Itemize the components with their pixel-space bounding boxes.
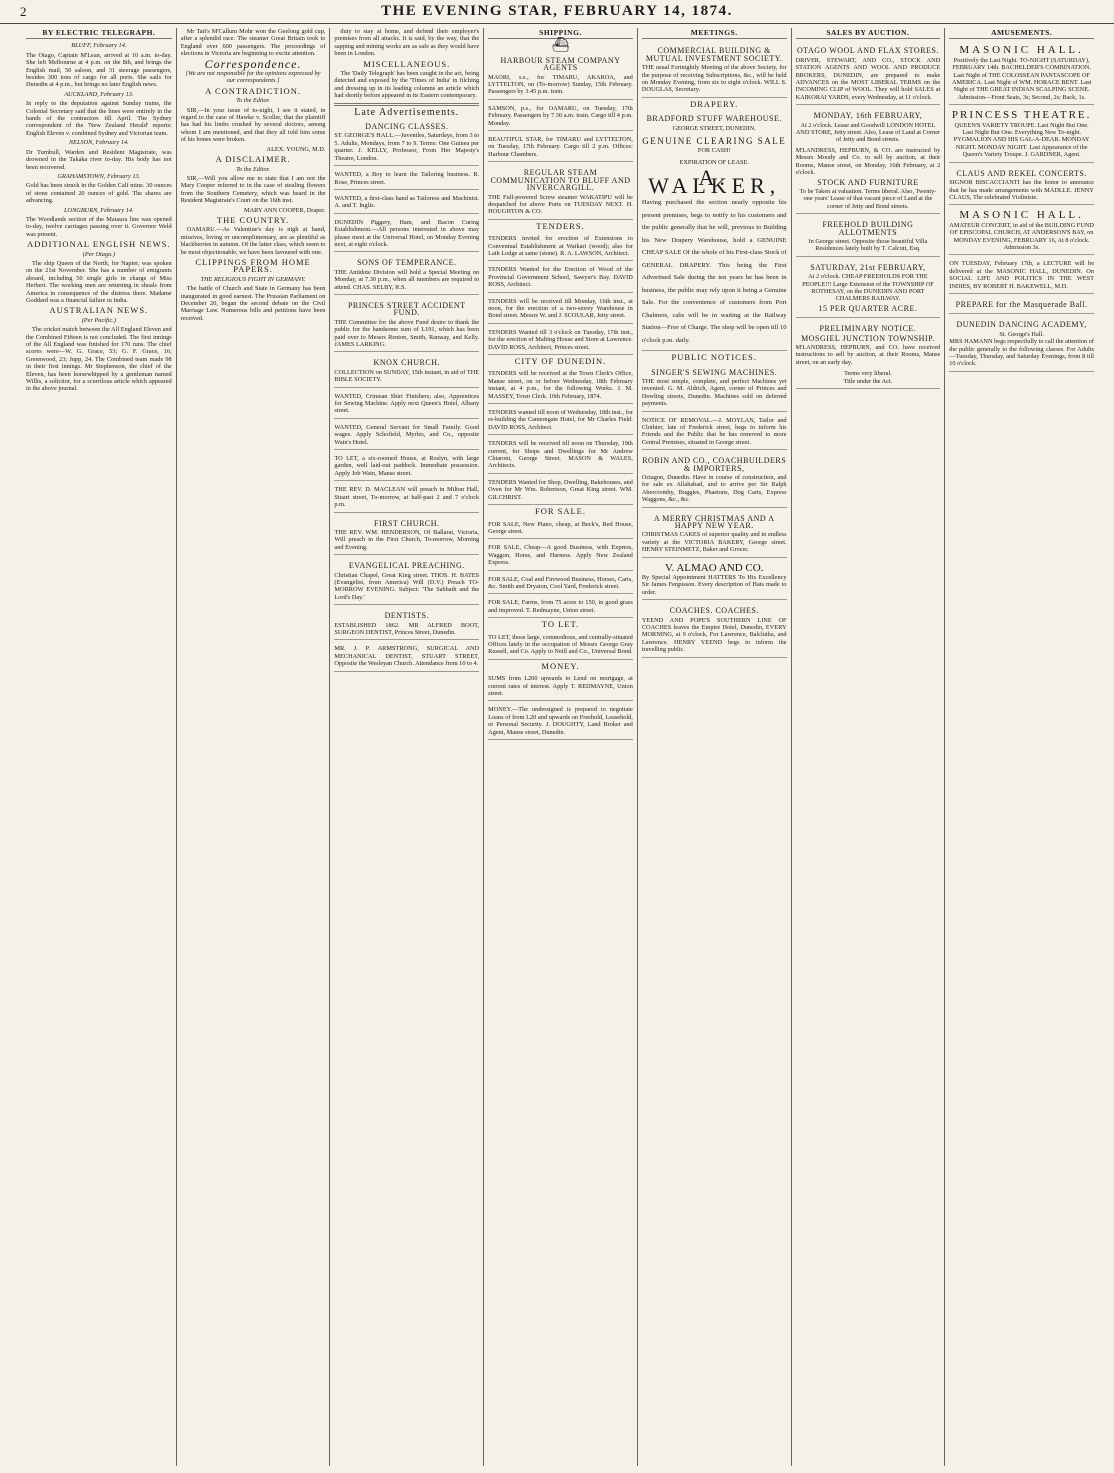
ad-text: CHRISTMAS CAKES of superior quality and in endless variety at the VICTORIA BAKERY, George street. HENRY STEINMETZ, Baker and Grocer. [641, 531, 787, 554]
late-ad [334, 607, 479, 640]
dancing-academy-ad [949, 316, 1094, 371]
ad-text: AMATEUR CONCERT, in aid of the BUILDING FUND OF EPISCOPAL CHURCH, AT ANDERSON'S BAY, on MONDAY EVENING, FEBRUARY 16, At 8 o'clock. Admission 3s. [949, 221, 1094, 251]
ad-title: PRELIMINARY NOTICE. [819, 324, 917, 334]
ad-title: DANCING CLASSES. [365, 122, 449, 132]
ad-title: KNOX CHURCH. [373, 358, 440, 368]
money-notice: MONEY.—The undersigned is prepared to negotiate Loans of from L20 and upwards on Freehold, Leasehold, or Personal Security. J. DOUGHTY, Land Broker and Agent, Manse street, Dunedin. [488, 703, 633, 740]
column-shipping [483, 28, 637, 1466]
ad-title: SONS OF TEMPERANCE. [357, 258, 457, 268]
letter-text: SIR,—Will you allow me to state that I am not the Mary Cooper referred to in the case of stealing flowers from the Southern Cemetery, which was heard in the Resident Magistrate's Court on the 16th inst. [180, 174, 326, 205]
letter-addressee: To the Editor. [236, 97, 270, 105]
section-heading: AMUSEMENTS. [949, 29, 1094, 39]
late-ad [334, 421, 479, 450]
section-heading: MEETINGS. [642, 29, 787, 39]
telegraph-items [26, 42, 172, 238]
ad-title: DENTISTS. [384, 611, 429, 621]
section-subheading: (Per Otago.) [82, 250, 115, 258]
newspaper-page [22, 28, 1098, 1466]
tenders-list [488, 232, 633, 355]
letter-signature: ALEX. YOUNG, M.D. [266, 145, 326, 153]
ad-title: EVANGELICAL PREACHING. [348, 561, 465, 571]
ad-text: YEEND AND POPE'S SOUTHERN LINE OF COACHES leaves the Empire Hotel, Dunedin, EVERY MORNING, at 9 o'clock, For Lawrence, Balclutha, and Lawrence. HENRY YEEND begs to inform the travelling public. [641, 616, 787, 654]
late-ad [334, 192, 479, 214]
tenders-list [488, 406, 633, 505]
meeting-title: COMMERCIAL BUILDING & MUTUAL INVESTMENT SOCIETY. [645, 46, 783, 63]
lecture-ad: ON TUESDAY, February 17th, a LECTURE will be delivered at the MASONIC HALL, DUNEDIN. On SOCIAL LIFE AND POLITICS IN THE WEST INDIES, BY ROBERT H. BAKEWELL, M.D. [949, 257, 1094, 294]
ad-text: M'LANDRESS, HEPBURN, & CO. are instructed by Messrs Moody and Co. to sell by auction, at their Rooms, Manse street, on Monday, 16th February, at 2 o'clock. [795, 146, 941, 177]
ad-title: DUNEDIN DANCING ACADEMY, [956, 320, 1087, 330]
money-notice: SUMS from L200 upwards to Lend on mortgage, at current rates of interest. Apply T. REDMAYNE, Union street. [488, 672, 633, 701]
steamship-icon: ⛴ [551, 38, 570, 54]
ad-text: MRS HAMANN begs respectfully to call the attention of the public generally to the following classes. For Adults—Tuesday, Thursday, and Saturday Evenings, from 8 till 10 o'clock. [949, 338, 1094, 368]
christmas-ad [642, 510, 787, 558]
ad-title: FIRST CHURCH. [374, 518, 440, 528]
ad-text: SIGNOR BISCACCIANTI has the honor to announce that he has made arrangements with MADLLE. JENNY CLAUS, The celebrated Violiniste. [949, 179, 1094, 201]
ad-text: M'LANDRESS, HEPBURN, and CO. have received instructions to sell by auction, at their Rooms, Manse street, on an early day. [795, 344, 941, 366]
section-heading: FOR SALE. [534, 506, 587, 517]
ad-text: WANTED, General Servant for Small Family. Good wages. Apply Schofield, Myrles, and Co., opposite Wain's Hotel. [334, 423, 480, 446]
ad-text: ESTABLISHED 1862. MR ALFRED BOOT, SURGEON DENTIST, Princes Street, Dunedin. [334, 621, 480, 636]
ad-title: A MERRY CHRISTMAS AND A HAPPY NEW YEAR. [653, 513, 775, 530]
singer-ad [642, 364, 787, 412]
telegraph-text: In reply to the deputation against Sunday trains, the Colonial Secretary said that the lines were entirely in the hands of the contractors till April. The Sydney correspondent of the 'New Zealand Herald' reports: English Eleven v. combined Sydney and Victorian team. [26, 100, 172, 137]
shipping-ad [488, 102, 633, 131]
clearing-sale-heading: GENUINE CLEARING SALE [642, 136, 787, 147]
ad-title: SATURDAY, 21st FEBRUARY, [810, 262, 926, 272]
column-meetings [637, 28, 791, 1466]
tender-notice: TENDERS will be received till Monday, 16th inst., at noon, for the erection of a two-storey Warehouse in Bond street. Messrs W. and J. SCOULAR, Jetty street. [488, 295, 633, 324]
auction-ad [796, 107, 941, 214]
late-ad [334, 354, 479, 387]
letter-title: A CONTRADICTION. [205, 85, 301, 96]
ad-text: WANTED, a Boy to learn the Tailoring business. R. Rose, Princes street. [334, 171, 480, 186]
rothesay-ad [796, 259, 941, 318]
price-label: 15 PER QUARTER ACRE. [818, 303, 918, 313]
masquerade-ad [949, 296, 1094, 314]
late-ad [334, 483, 479, 512]
section-heading: THE COUNTRY. [216, 214, 290, 225]
ad-text: To be Taken at valuation. Terms liberal. Also, Twenty-one years' Lease of that vacant piece of Land at the corner of Jetty and Bond streets. [799, 187, 937, 210]
section-heading: Late Advertisements. [354, 106, 460, 118]
ad-text: ST. GEORGE'S HALL.—Juveniles, Saturdays, from 3 to 5. Adults, Mondays, from 7 to 9. Terms: One Guinea per quarter. J. KELLY, Professor, From Her Majesty's Theatre, London. [334, 132, 480, 162]
ad-text: THE Full-powered Screw steamer WAKATIPU will be despatched for above Ports on TUESDAY NEXT. H. HOUGHTON & CO. [488, 193, 633, 216]
ad-title: FREEHOLD BUILDING ALLOTMENTS [822, 220, 914, 237]
section-heading: DRAPERY. [690, 98, 739, 109]
column-late-ads [329, 28, 483, 1466]
tender-notice: TENDERS Wanted till 3 o'clock on Tuesday, 17th inst., for the erection of Malting House and Store at Lawrence. DAVID ROSS, Architect, Princes street. [488, 326, 633, 355]
section-heading: PUBLIC NOTICES. [671, 352, 757, 363]
column-correspondence [176, 28, 330, 1466]
warehouse-name: BRADFORD STUFF WAREHOUSE. [646, 114, 782, 124]
dateline: LONGBURN, February 14. [64, 206, 134, 214]
section-heading: ADDITIONAL ENGLISH NEWS. [27, 239, 171, 250]
section-heading: MONEY. [541, 660, 580, 671]
late-ad [334, 452, 479, 481]
late-ad [334, 216, 479, 253]
section-heading: MISCELLANEOUS. [363, 58, 451, 69]
section-heading: TENDERS. [536, 220, 585, 231]
column-amusements [944, 28, 1098, 1466]
late-ad [334, 297, 479, 352]
tender-notice: TENDERS will be received till noon on Thursday, 19th current, for Shops and Dwellings for Mr Andrew Chiaroni, George Street. MASON & WALES, Architects. [488, 437, 633, 474]
ad-text: QUEEN'S VARIETY TROUPE. Last Night But One. Last Night But One. Everything New To-night. PYGMALION AND HIS GAL-A-DEAR. MONDAY NIGHT. MONDAY NIGHT. Last Appearance of the Queen's Variety Troupe. J. GARDNER, Agent. [953, 121, 1090, 159]
ad-text: THE Committee for the above Fund desire to thank the public for the handsome sum of L191, which has been paid over to Messrs Renton, Smith, Ramsay, and Kelly. JAMES LARKING. [334, 318, 480, 348]
article-text: duty to stay at home, and defend their employer's premises from all attacks. It is said, by the way, that the sapping and mining works are as safe as they would have been in London. [334, 28, 480, 58]
ad-title: V. ALMAO AND CO. [664, 561, 764, 574]
ad-title: PRINCESS THEATRE. [951, 109, 1092, 122]
shipping-ads [488, 52, 633, 220]
ad-title: MOSGIEL JUNCTION TOWNSHIP. [801, 333, 935, 343]
amateur-concert-ad [949, 207, 1094, 255]
letter-addressee: To the Editor. [236, 165, 270, 173]
late-ad [334, 390, 479, 419]
for-sale-notice: FOR SALE, Farms, from 75 acres to 150, in good grass and improved. T. Redmayne, Union street. [488, 596, 633, 618]
ad-text: SAMSON, p.s., for OAMARU, on Tuesday, 17th February. Passengers by 7.30 a.m. train. Cargo till 4 p.m. Monday. [488, 104, 633, 127]
ad-title: CLAUS AND REKEL CONCERTS. [956, 168, 1087, 178]
meeting-text: THE usual Fortnightly Meeting of the above Society, for the purpose of receiving Subscriptions, &c., will be held on Monday Evening, from six to eight o'clock. WILL S. DOUGLAS, Secretary. [641, 64, 787, 94]
for-sale-list [488, 518, 633, 619]
late-ad [334, 642, 479, 671]
late-ad [334, 118, 479, 166]
article-text: The 'Daily Telegraph' has been caught in the act, being detected and exposed by the 'Times of India' in filching and dressing up in its leading columns an article which had shortly before appeared in its Eastern contemporary. [334, 70, 480, 100]
ad-text: Positively the Last Night. TO-NIGHT (SATURDAY), FEBRUARY 14th. BACHELDER'S COMBINATION. Last Night of THE COLOSSEAN PANTASCOPE OF AMERICA. Last Night of WM. HORACE BENT. Last Night of THE GREAT INDIAN SCALPING SCENE. Admission—Front Seats, 3s; Second, 2s; Back, 1s. [951, 56, 1092, 101]
section-heading: Correspondence. [204, 56, 302, 71]
ad-text: TO LET, a six-roomed House, at Roslyn, with large garden, well laid-out paddock. Immediate possession. Apply Job Wain, Manse street. [334, 455, 480, 477]
ad-text: MAORI, s.s., for TIMARU, AKAROA, and LYTTELTON, on (To-morrow) Sunday, 15th February. Passengers by 3.45 p.m. train. [488, 73, 633, 96]
section-subheading: (Per Pacific.) [81, 316, 116, 324]
letter-text: SIR,—In your issue of to-night, I see it stated, in regard to the case of Hawke v. Scoller, that the plaintiff has had his limbs crushed by several doctors, among whom I am mentioned, and that they all told him some of his bones were broken. [180, 106, 326, 144]
list-item: TENDERS will be received at the Town Clerk's Office, Manse street, on or before Wednesday, 18th February instant, at 4 p.m., for the following Works. J. M. MASSEY, Town Clerk. 10th February, 1874. [488, 367, 633, 404]
ad-title: HARBOUR STEAM COMPANY AGENTS [500, 55, 621, 73]
ad-title: REGULAR STEAM COMMUNICATION TO BLUFF AND INVERCARGILL. [490, 168, 631, 193]
ad-title: ROBIN AND CO., COACHBUILDERS & IMPORTERS, [642, 456, 787, 473]
title-label: Title under the Act. [843, 377, 893, 385]
page-number-left: 2 [20, 3, 27, 19]
late-ad [334, 557, 479, 605]
coaches-ad [642, 602, 787, 657]
editor-note: [We are not responsible for the opinions expressed by our correspondents.] [185, 70, 321, 85]
terms-label: Terms very liberal. [844, 370, 892, 378]
wool-ad [796, 42, 941, 105]
lease-label: EXPIRATION OF LEASE. [679, 158, 749, 166]
ad-title: STOCK AND FURNITURE [817, 177, 919, 187]
dateline: NELSON, February 14. [68, 139, 129, 147]
claus-concert-ad [949, 165, 1094, 206]
ad-place: St. George's Hall. [999, 330, 1044, 338]
drapery-ad [642, 110, 787, 351]
section-heading: SHIPPING. [488, 29, 633, 39]
tender-notice: TENDERS Wanted for the Erection of Wood of the Provincial Government School, Sawyer's Bay. DAVID ROSS, Architect. [488, 263, 633, 292]
section-heading: CLIPPINGS FROM HOME PAPERS. [195, 256, 311, 275]
section-heading: SALES BY AUCTION. [796, 29, 941, 39]
walker-text: Having purchased the section nearly opposite his present premises, begs to notify to his customers and the public generally that he will, previous to Building his New Drapery Warehouse, hold a GENUINE CHEAP SALE Of the whole of his First-class Stock of GENERAL DRAPERY. This being the First Advertised Sale during the ten years he has been in business, the public may rely upon it being a Genuine Sale. For the convenience of customers from Port Chalmers, cabs will be in waiting at the Railway Station—Free of Charge. The shop will be open till 10 o'clock p.m. daily. [641, 199, 787, 344]
column-telegraph [22, 28, 176, 1466]
ad-title: OTAGO WOOL AND FLAX STORES. [797, 46, 939, 56]
ad-text: THE most simple, complete, and perfect Machines yet invented. G. M. Aldrich, Agent, corner of Princes and Dowling streets, Dunedin. Machines sold on deferred payments. [641, 377, 787, 408]
shipping-ad [488, 52, 633, 100]
ad-title: MASONIC HALL. [959, 44, 1084, 57]
ad-text: Christian Chapel, Great King street. THOS. H. BATES (Evangelist, from America) Will (D.V.) Preach TO-MORROW EVENING. Subject: 'The Sabbath and the Lord's Day.' [334, 571, 480, 601]
ad-text: THE Antidote Division will hold a Special Meeting on Monday, at 7.30 p.m., when all members are required to attend. CHAS. SELBY, R.S. [334, 268, 480, 291]
ad-title: SINGER'S SEWING MACHINES. [651, 367, 778, 377]
article-text: The ship Queen of the North, for Napier, was spoken on the 21st November. She has a number of emigrants aboard, including 50 single girls in charge of Miss Herbert. The working men are returning in shoals from America in consequence of the distress there. Madame Goddard was a financial failure in India. [26, 259, 172, 304]
warehouse-street: GEORGE STREET, DUNEDIN. [672, 124, 756, 132]
telegraph-text: The Otago, Captain M'Lean, arrived at 10 a.m. to-day. She left Melbourne at 4 p.m. on the 8th, and brings the English mail, 50 saloon, and 31 steerage passengers, besides 300 tons of cargo for all ports. She sails for Dunedin at 4 p.m., but brings no later English news. [26, 51, 172, 89]
robin-ad [642, 452, 787, 507]
telegraph-text: The Woodlands section of the Mataura line was opened to-day, twelve carriages passing over it. Governor Weld was present. [26, 215, 172, 238]
ad-text: THE REV. D. MACLEAN will preach in Milton Hall, Stuart street, To-morrow, at half-past 2 and 7 o'clock p.m. [334, 486, 480, 509]
late-ad [334, 515, 479, 556]
masonic-hall-ad [949, 42, 1094, 105]
removal-notice: NOTICE OF REMOVAL.—J. MOYLAN, Tailor and Clothier, late of Frederick street, begs to inform his Friends and the Public that he has removed to more Central Premises, situated in George street. [642, 414, 787, 451]
telegraph-text: Gold has been struck in the Golden Calf mine. 30 ounces of stone contained 20 ounces of gold. The shares are advancing. [26, 182, 172, 205]
tender-notice: TENDERS wanted till noon of Wednesday, 18th inst., for re-building the Cannongate Hotel, for Mr Charles Field. DAVID ROSS, Architect. [488, 406, 633, 435]
shipping-ad [488, 164, 633, 219]
ad-text: WANTED, Crimean Shirt Finishers; also, Apprentices for Sewing Machine. Apply next Queen's Hotel, Albany street. [334, 392, 480, 415]
ad-text: WANTED, a first-class hand as Tailoress and Machinist. A. and T. Inglis. [334, 194, 480, 210]
article-text: OAMARU.—As Valentine's day is nigh at hand, missives, loving or uncomplimentary, are as plentiful as blackberries in autumn. Of the latter class, which seem to be most objectionable, we have been favoured with one. [180, 226, 326, 256]
ad-title: MONDAY, 16th FEBRUARY, [813, 111, 923, 121]
ad-text: At 2 o'clock. Lease and Goodwill LONDON HOTEL AND STORE, Jetty street. Also, Lease of Land at Corner of Jetty and Bond streets. [795, 121, 941, 144]
walker-name: A. WALKER, [648, 165, 781, 198]
newspaper-title: THE EVENING STAR, FEBRUARY 14, 1874. [381, 3, 733, 19]
ad-text: COLLECTION on SUNDAY, 15th instant, in aid of THE BIBLE SOCIETY. [334, 368, 480, 384]
ad-text: At 2 o'clock. CHEAP FREEHOLDS FOR THE PEOPLE!!! Large Extension of the TOWNSHIP OF ROTHESAY, on the DUNEDIN AND PORT CHALMERS RAILWAY. [802, 273, 934, 303]
cash-label: FOR CASH! [697, 147, 731, 155]
article-text: The battle of Church and State in Germany has been inaugurated in good earnest. The Prussian Parliament on December 20, began the second debate on the Civil Marriage Law. Numerous bills and petitions have been received. [180, 285, 326, 322]
mosgiel-ad [796, 320, 941, 389]
letter-signature: MARY ANN COOPER, Draper. [243, 206, 326, 214]
section-heading: CITY OF DUNEDIN. [514, 356, 607, 366]
section-heading: BY ELECTRIC TELEGRAPH. [26, 29, 172, 39]
column-auctions [791, 28, 945, 1466]
allotments-ad [796, 216, 941, 257]
hatters-ad [642, 560, 787, 601]
section-heading: AUSTRALIAN NEWS. [49, 305, 149, 316]
ad-title: PRINCES STREET ACCIDENT FUND. [347, 300, 466, 318]
shipping-ad [488, 133, 633, 162]
ad-title: COACHES. COACHES. [669, 606, 759, 616]
tender-notice: TENDERS invited for erection of Extensions to Conventual Establishment at Waikari (wood); also for Lath Lodge at same (stone). R. A. LAWSON, Architect. [488, 232, 633, 261]
article-text: Mr Tait's M'Callum Mohr won the Geelong gold cup, after a splendid race. The steamer Great Britain took to England over 600 passengers. The proceedings of elections in Victoria are beginning to excite attention. [180, 28, 326, 58]
for-sale-notice: FOR SALE, Coal and Firewood Business, Horses, Carts, &c. Smith and Dryaton, Cool Yard, Frederick street. [488, 573, 633, 595]
ad-text: BEAUTIFUL STAR, for TIMARU and LYTTELTON, on Tuesday, 17th February. Cargo till 2 p.m. Offices: Harbour Chambers. [488, 136, 633, 158]
late-ad [334, 254, 479, 295]
ad-text: MR. J. P. ARMSTRONG, SURGICAL AND MECHANICAL DENTIST, STUART STREET, Opposite the Wesleyan Church. Attendance from 10 to 4. [334, 645, 480, 668]
masthead [0, 0, 1114, 24]
ad-text: DRIVER, STEWART, AND CO., STOCK AND STATION AGENTS AND WOOL AND PRODUCE BROKERS, DUNEDIN, are prepared to make ADVANCES on the MOST LIBERAL TERMS on the INCOMING CLIP of WOOL. They will hold SALES at KAIKORAI YARDS, every Wednesday, at 11 o'clock. [795, 56, 941, 101]
telegraph-text: Dr Turnbull, Warden and Resident Magistrate, was drowned in the Takaka river to-day. His body has not been recovered. [26, 148, 172, 171]
ad-text: By Special Appointment HATTERS To His Excellency Sir James Fergusson. Every description of Hats made to order. [641, 574, 787, 596]
for-sale-notice: FOR SALE, Cheap—A good Business, with Express, Waggon, Horse, and Harness. Apply New Zealand Express. [488, 541, 633, 570]
letter-title: A DISCLAIMER. [215, 154, 291, 165]
section-subheading: THE RELIGIOUS FIGHT IN GERMANY. [200, 275, 306, 283]
ad-text: Octagon, Dunedin. Have in course of construction, and for sale ex Allahabad, and to arrive per Sir Ralph Abercromby, Buggies, Phaetons, Dog Carts, Express Waggons, &c., &c. [641, 473, 787, 504]
for-sale-notice: FOR SALE, New Piano, cheap, at Beck's, Red House, George street. [488, 518, 633, 540]
late-ads-list [334, 118, 479, 672]
princess-theatre-ad [949, 107, 1094, 162]
ad-text: THE REV. WM. HENDERSON, Of Ballarat, Victoria, Will preach in the First Church, To-morrow, Morning and Evening. [334, 528, 480, 551]
ad-text: In George street. Opposite those beautiful Villa Residences lately built by T. Calcutt, Esq. [808, 237, 928, 253]
money-list [488, 672, 633, 740]
dateline: GRAHAMSTOWN, February 13. [57, 172, 141, 180]
list-item: TO LET, those large, commodious, and centrally-situated Offices lately in the occupation of Messrs George Gray Russell, and Co. Apply to Neill and Co., Universal Bond. [488, 631, 633, 660]
dateline: AUCKLAND, February 13. [64, 90, 134, 98]
dateline: BLUFF, February 14. [71, 42, 127, 50]
article-text: The cricket match between the All England Eleven and the Combined Fifteen is not concluded. The first innings of the All England was finished for 170 runs. The chief scores were—W. G. Grace, 53; G. F. Grace, 16; Greenwood, 23; Jupp, 24. The Combined team made 98 in their first innings. Mr Stephenson, the chief of the Eleven, has been horsewhipped by a gentleman named Willis, a solicitor, for a scurrilous article which appeared in the above journal. [26, 326, 172, 393]
meeting-notice [642, 42, 787, 97]
ad-title: MASONIC HALL. [959, 209, 1084, 222]
late-ad [334, 168, 479, 190]
section-heading: TO LET. [541, 619, 580, 630]
ad-text: DUNEDIN Piggery, Ham, and Bacon Curing Establishment.—All persons interested in above may please meet at the Universal Hotel, on Monday Evening next, at eight o'clock. [334, 218, 480, 248]
ad-title: PREPARE for the Masquerade Ball. [955, 299, 1088, 309]
tender-notice: TENDERS Wanted for Shop, Dwelling, Bakehouses, and Oven for Mr Wm. Robertson, Great King street. WM. GILCHRIST. [488, 476, 633, 505]
